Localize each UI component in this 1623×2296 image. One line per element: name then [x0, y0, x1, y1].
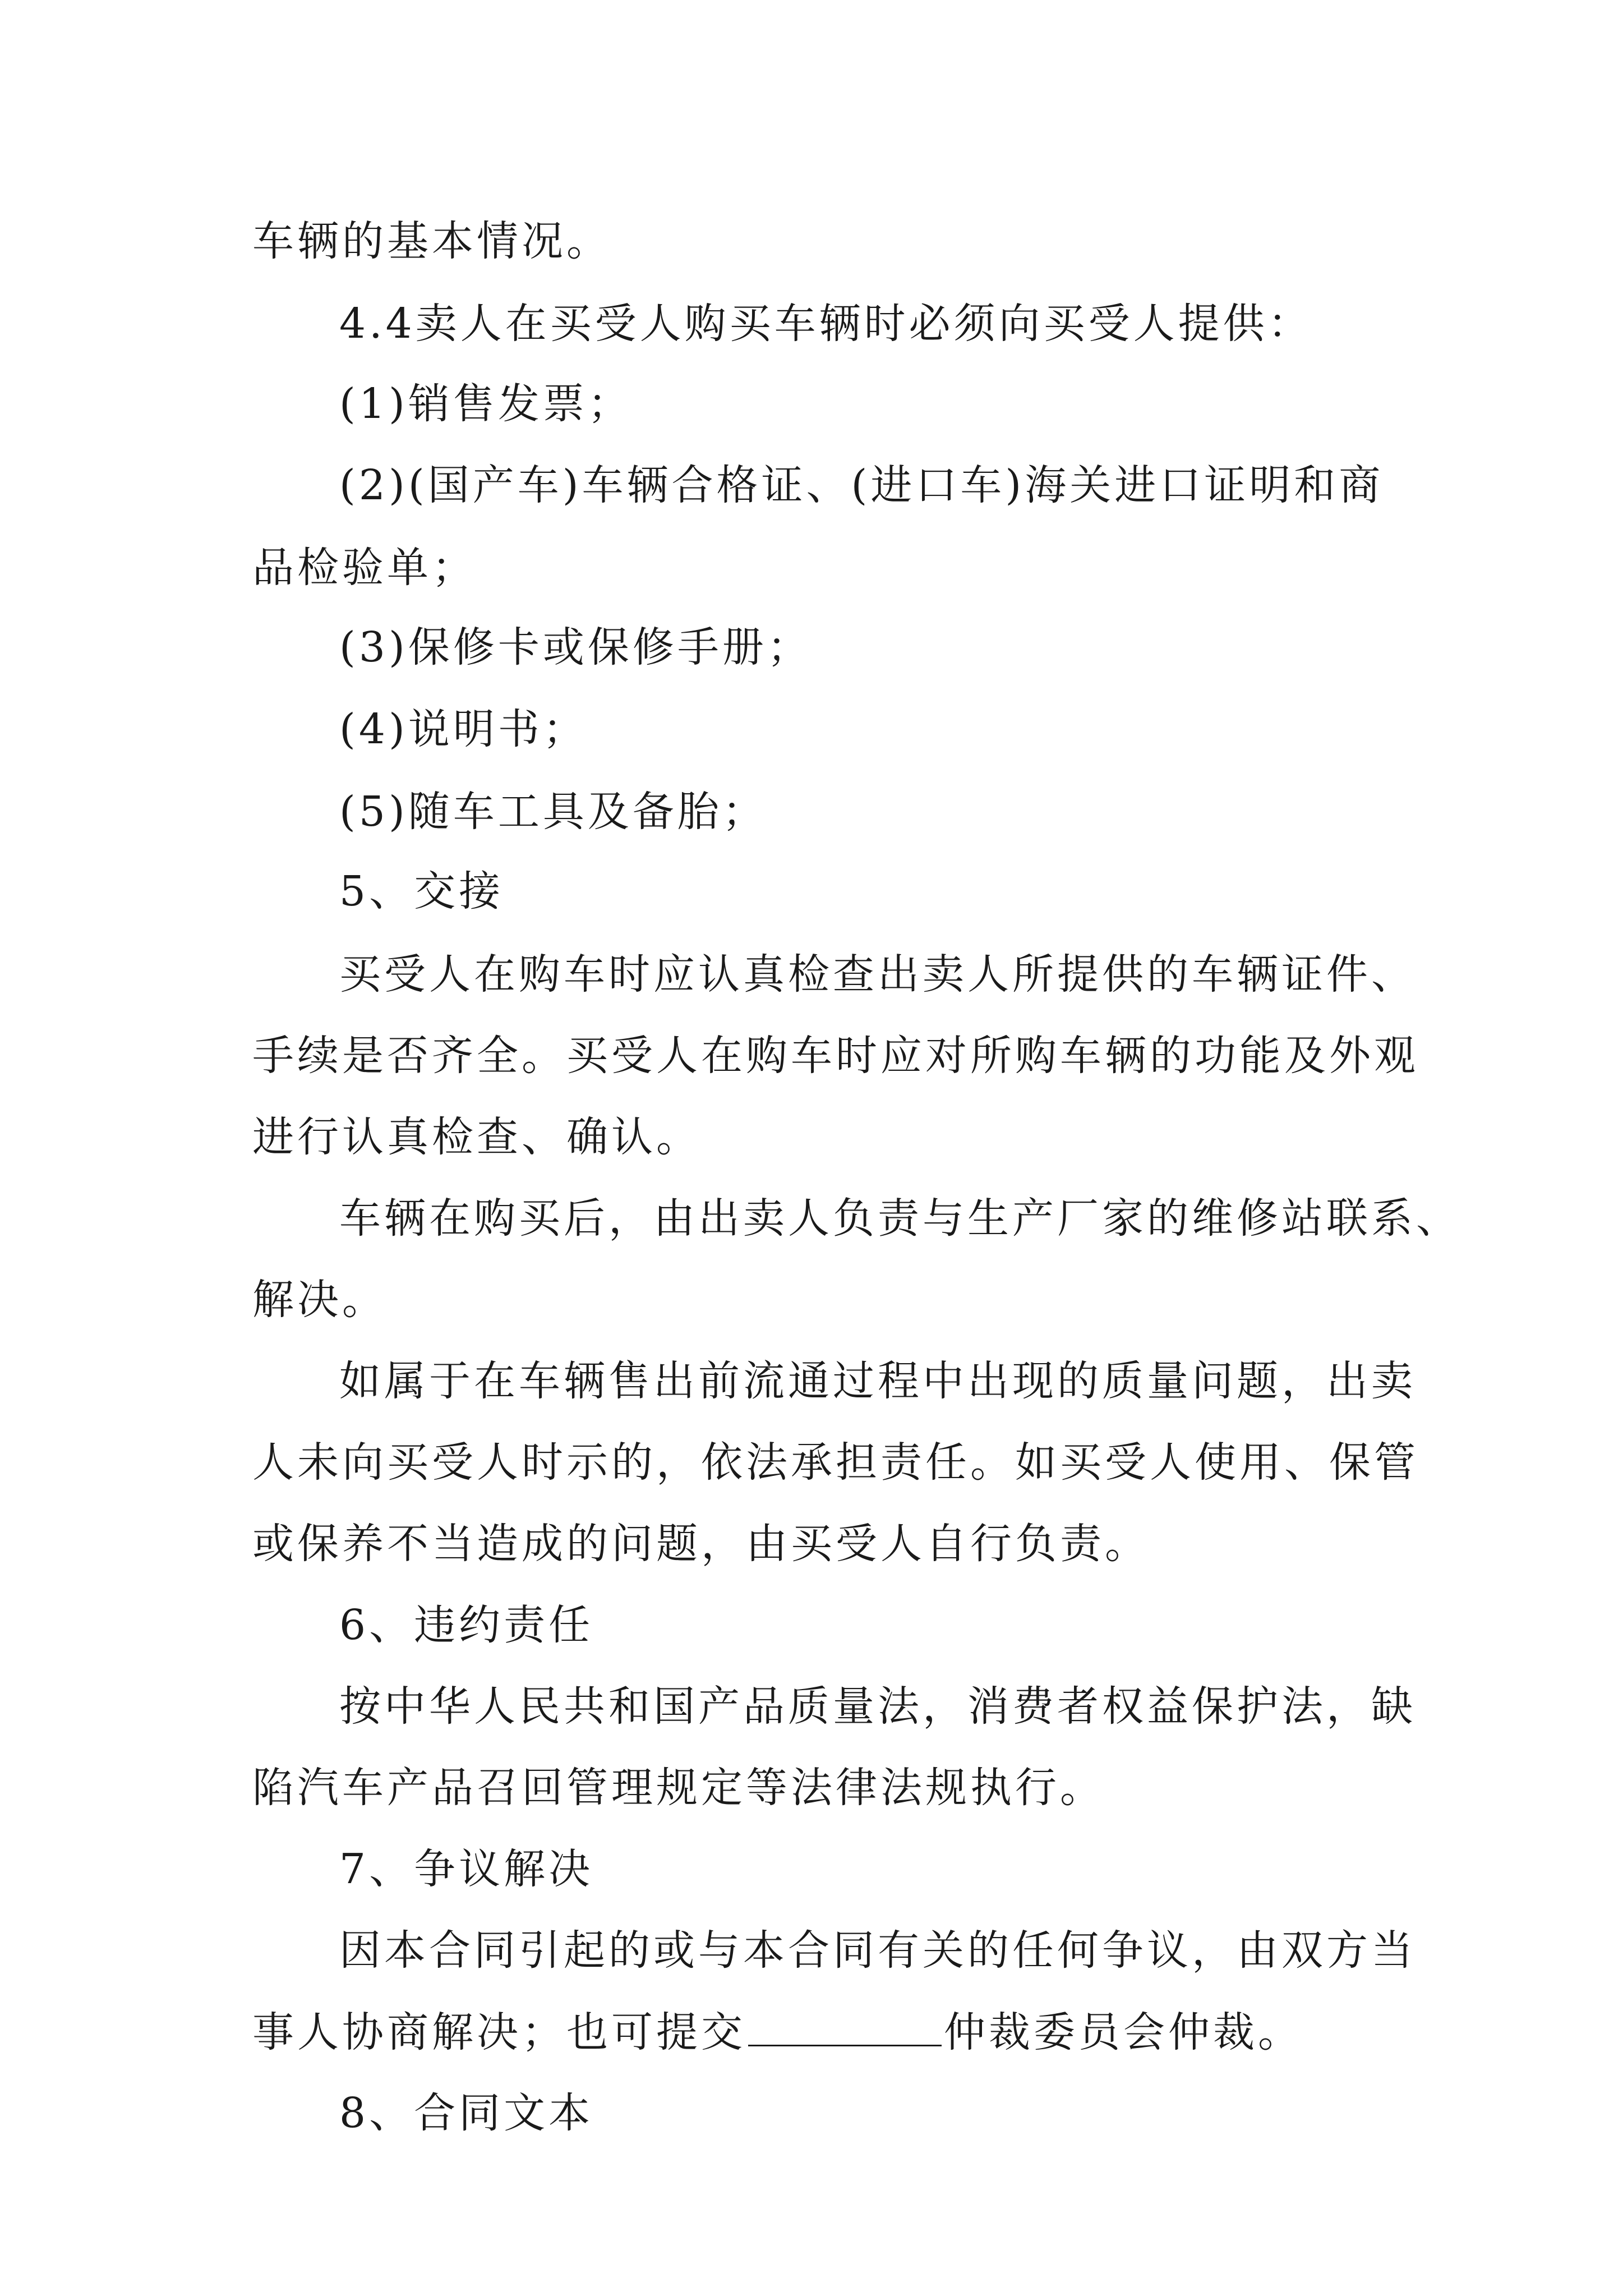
text-line: (4)说明书； — [339, 705, 588, 753]
text-line: 品检验单； — [252, 544, 477, 592]
text-line: 按中华人民共和国产品质量法，消费者权益保护法，缺 — [339, 1682, 1416, 1731]
text-line: 解决。 — [252, 1276, 387, 1324]
text-line: 因本合同引起的或与本合同有关的任何争议，由双方当 — [339, 1926, 1416, 1975]
text-line: 手续是否齐全。买受人在购车时应对所购车辆的功能及外观 — [252, 1032, 1419, 1080]
text-line: (3)保修卡或保修手册； — [339, 623, 812, 671]
text-line: (1)销售发票； — [339, 380, 633, 428]
text-line: 车辆的基本情况。 — [252, 217, 611, 265]
text-line: 如属于在车辆售出前流通过程中出现的质量问题，出卖 — [339, 1357, 1416, 1405]
text-line: 车辆在购买后，由出卖人负责与生产厂家的维修站联系、 — [339, 1194, 1461, 1243]
arbitration-line — [252, 2008, 1303, 2056]
section-heading: 8、合同文本 — [339, 2089, 594, 2137]
arbitration-text-before: 事人协商解决；也可提交 — [252, 2008, 746, 2056]
text-line: 人未向买受人时示的，依法承担责任。如买受人使用、保管 — [252, 1438, 1419, 1487]
fill-in-blank — [748, 2011, 942, 2046]
section-heading: 5、交接 — [339, 867, 504, 915]
arbitration-text-after: 仲裁委员会仲裁。 — [944, 2008, 1303, 2056]
text-line: (2)(国产车)车辆合格证、(进口车)海关进口证明和商 — [339, 461, 1384, 509]
text-line: 或保养不当造成的问题，由买受人自行负责。 — [252, 1520, 1150, 1568]
text-line: 买受人在购车时应认真检查出卖人所提供的车辆证件、 — [339, 950, 1416, 999]
section-heading: 6、违约责任 — [339, 1601, 594, 1649]
text-line: 进行认真检查、确认。 — [252, 1113, 701, 1161]
section-heading: 7、争议解决 — [339, 1845, 594, 1893]
text-line: (5)随车工具及备胎； — [339, 788, 767, 836]
text-line: 4.4卖人在买受人购买车辆时必须向买受人提供： — [339, 300, 1313, 348]
text-line: 陷汽车产品召回管理规定等法律法规执行。 — [252, 1764, 1105, 1812]
